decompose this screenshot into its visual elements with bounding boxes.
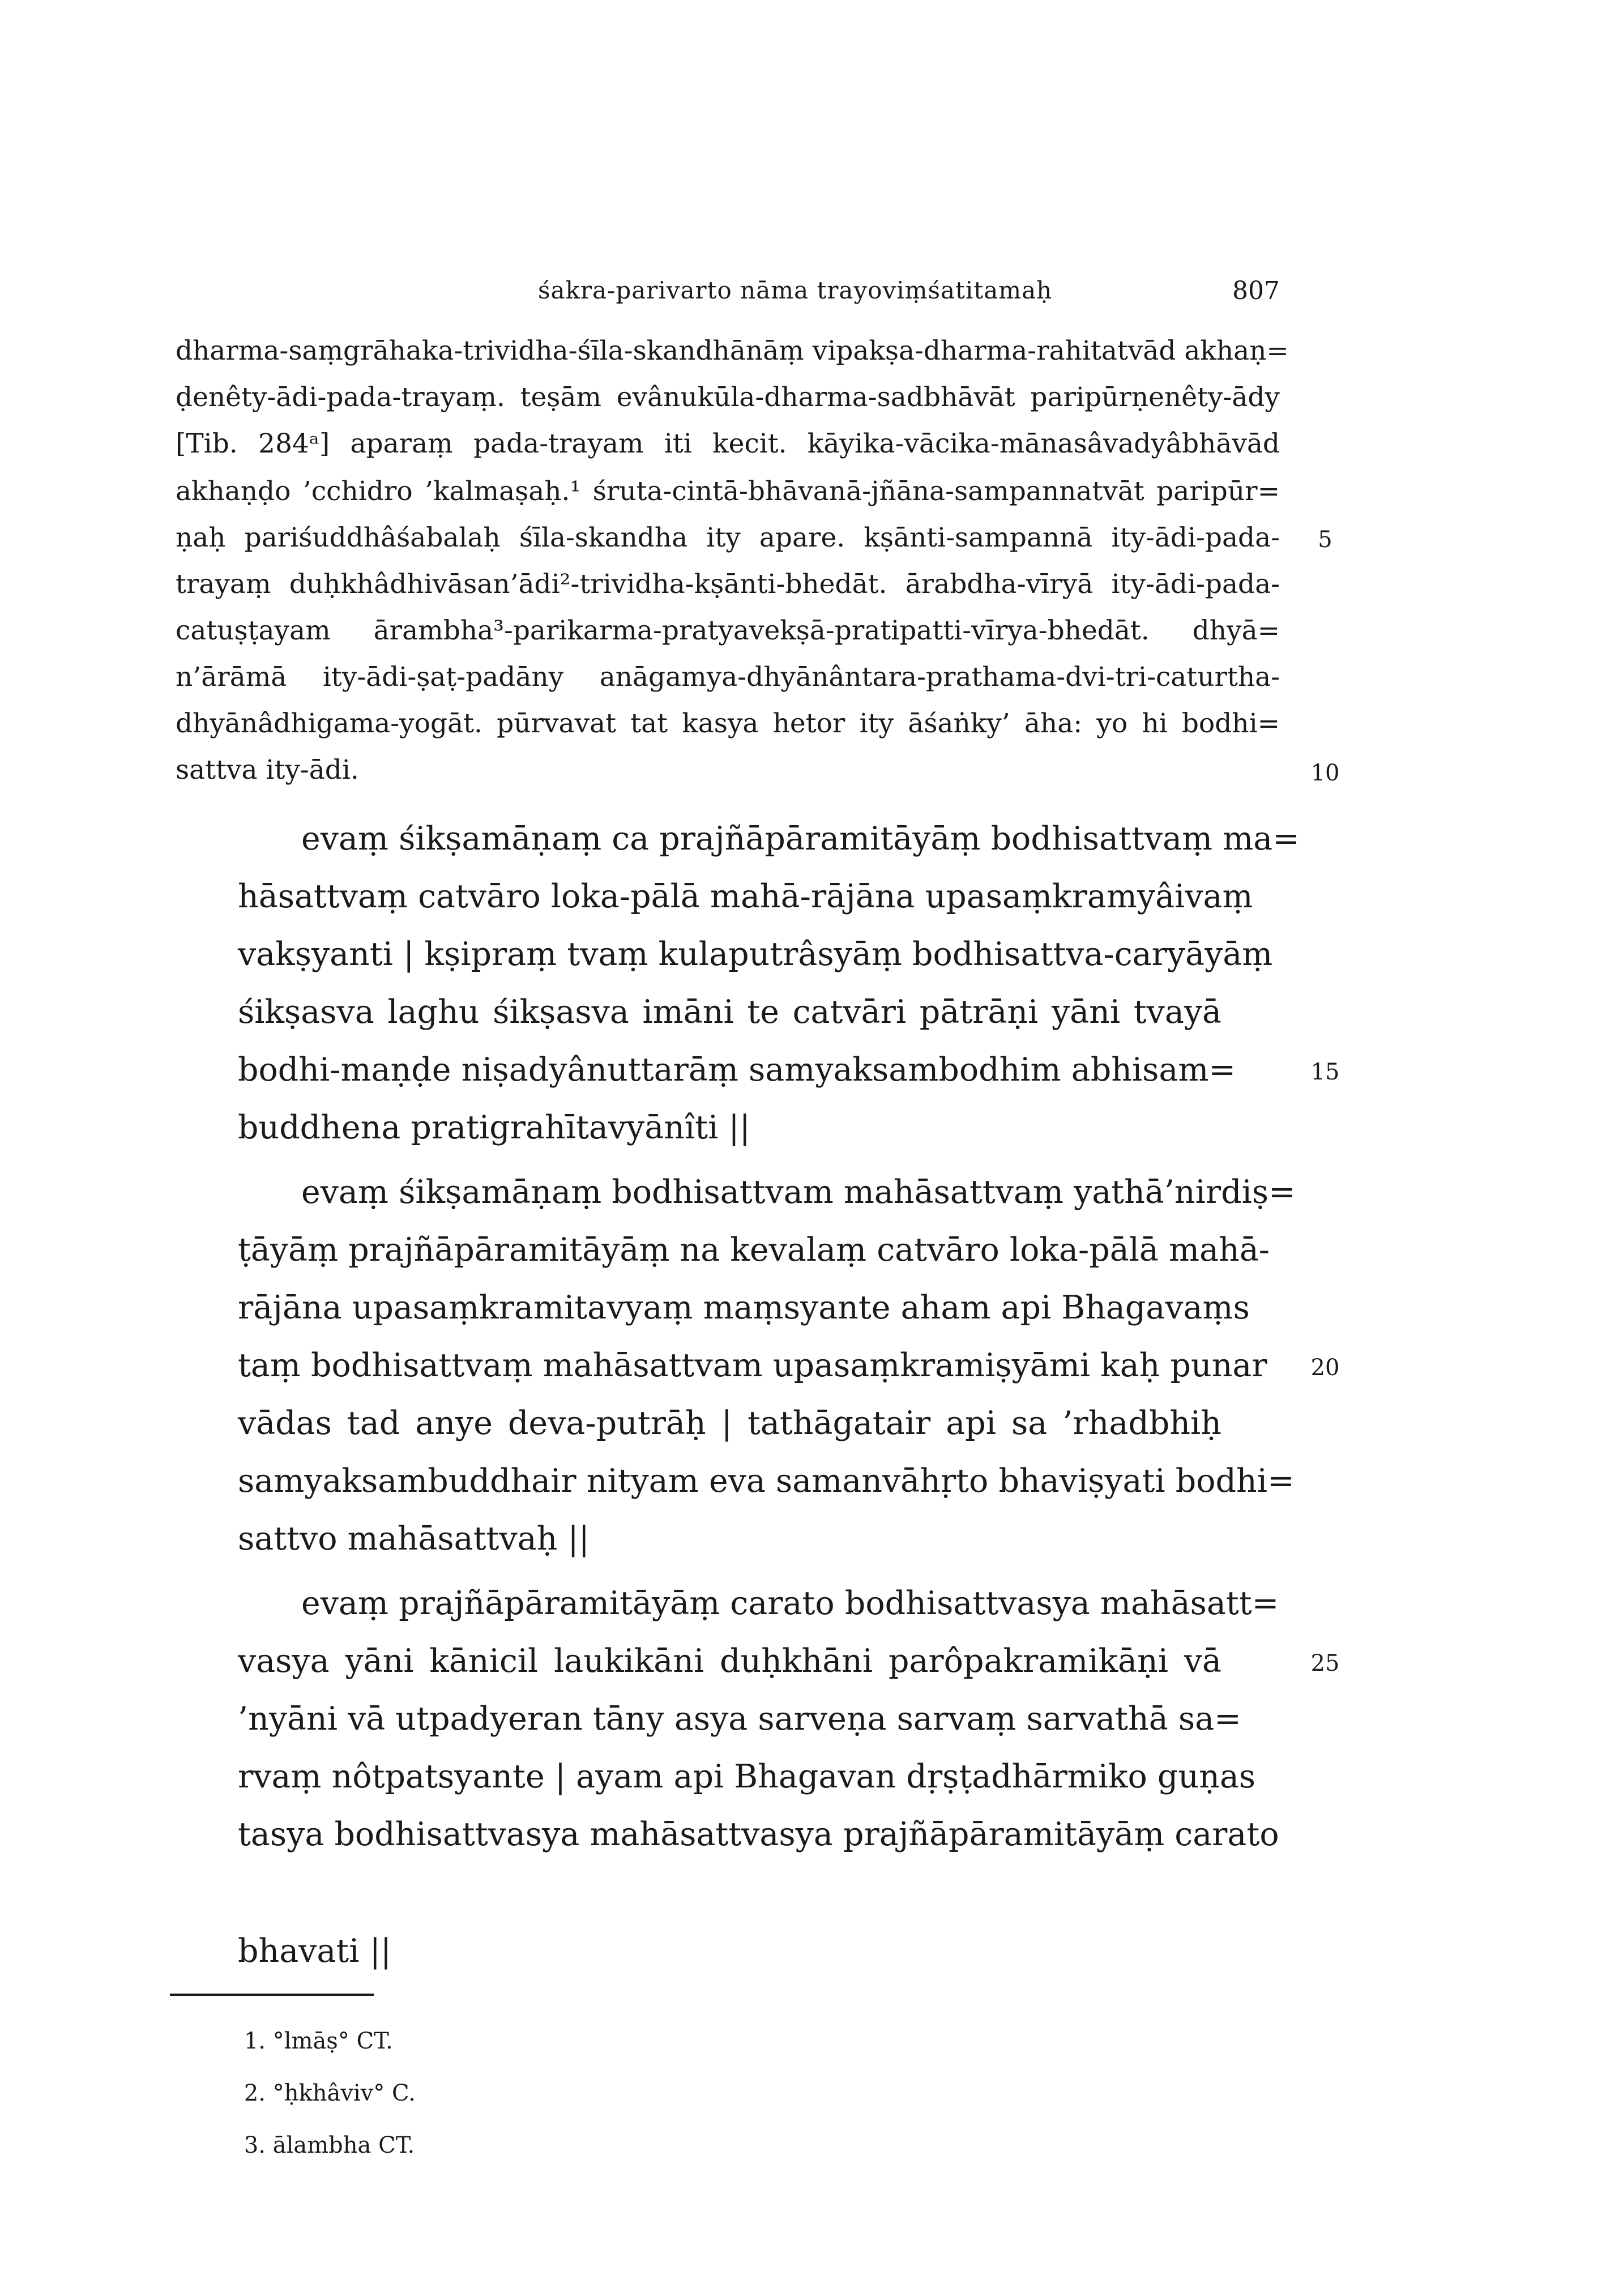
footnotes	[215, 2002, 416, 2184]
main-text-line: bhavati ||	[238, 1932, 392, 1970]
main-text-line: vakṣyanti | kṣipraṃ tvaṃ kulaputrâsyāṃ bodhisattva-caryāyāṃ	[238, 936, 1273, 973]
main-text-line: rājāna upasaṃkramitavyaṃ maṃsyante aham api Bhagavaṃs	[238, 1289, 1250, 1326]
main-text-line: sattvo mahāsattvaḥ ||	[238, 1520, 590, 1557]
line-number: 5	[1318, 527, 1332, 553]
commentary-line: dharma-saṃgrāhaka-trividha-śīla-skandhānāṃ vipakṣa-dharma-rahitatvād akhaṇ=	[176, 335, 1289, 366]
main-text-line: tasya bodhisattvasya mahāsattvasya prajñāpāramitāyāṃ carato	[238, 1816, 1279, 1853]
commentary-line: [Tib. 284ᵃ] aparaṃ pada-trayam iti kecit. kāyika-vācika-mānasâvadyâbhāvād	[176, 428, 1280, 459]
main-text-line: rvaṃ nôtpatsyante | ayam api Bhagavan dṛṣṭadhārmiko guṇas	[238, 1758, 1256, 1795]
line-number: 20	[1310, 1355, 1340, 1381]
line-number: 15	[1310, 1059, 1340, 1085]
footnote-2: 2. °ḥkhâviv° C.	[244, 2080, 416, 2106]
commentary-line: trayaṃ duḥkhâdhivāsan’ādi²-trividha-kṣānti-bhedāt. ārabdha-vīryā ity-ādi-pada-	[176, 569, 1280, 600]
footnote-1: 1. °lmāṣ° CT.	[244, 2028, 393, 2054]
footnote-3: 3. ālambha CT.	[244, 2132, 415, 2158]
main-text-line: evaṃ śikṣamāṇaṃ ca prajñāpāramitāyāṃ bodhisattvaṃ ma=	[301, 820, 1300, 857]
main-text-line: evaṃ prajñāpāramitāyāṃ carato bodhisattvasya mahāsatt=	[301, 1585, 1279, 1622]
running-header	[170, 276, 1280, 316]
main-text-line: śikṣasva laghu śikṣasva imāni te catvāri pātrāṇi yāni tvayā	[238, 993, 1221, 1031]
main-text-line: hāsattvaṃ catvāro loka-pālā mahā-rājāna upasaṃkramyâivaṃ	[238, 878, 1253, 915]
chapter-title: śakra-parivarto nāma trayoviṃśatitamaḥ	[538, 276, 1053, 304]
main-text-line: vādas tad anye deva-putrāḥ | tathāgatair api sa ’rhadbhiḥ	[238, 1405, 1221, 1442]
main-text-line: evaṃ śikṣamāṇaṃ bodhisattvam mahāsattvaṃ yathā’nirdiṣ=	[301, 1173, 1296, 1211]
main-text-line: buddhena pratigrahītavyānîti ||	[238, 1109, 750, 1146]
commentary-line: dhyānâdhigama-yogāt. pūrvavat tat kasya hetor ity āśaṅky’ āha: yo hi bodhi=	[176, 708, 1280, 739]
main-text-line: taṃ bodhisattvaṃ mahāsattvam upasaṃkramiṣyāmi kaḥ punar	[238, 1347, 1267, 1384]
commentary-line: akhaṇḍo ’cchidro ’kalmaṣaḥ.¹ śruta-cintā-bhāvanā-jñāna-sampannatvāt paripūr=	[176, 476, 1280, 507]
line-number: 10	[1310, 760, 1340, 786]
page-number: 807	[1232, 276, 1280, 305]
commentary-line: catuṣṭayam ārambha³-parikarma-pratyavekṣā-pratipatti-vīrya-bhedāt. dhyā=	[176, 615, 1280, 646]
footnote-rule	[170, 1994, 374, 1996]
main-text-line: bodhi-maṇḍe niṣadyânuttarāṃ samyaksambodhim abhisam=	[238, 1051, 1236, 1089]
line-number: 25	[1310, 1650, 1340, 1676]
commentary-line: ṇaḥ pariśuddhâśabalaḥ śīla-skandha ity apare. kṣānti-sampannā ity-ādi-pada-	[176, 522, 1280, 553]
commentary-line: ḍenêty-ādi-pada-trayaṃ. teṣām evânukūla-dharma-sadbhāvāt paripūrṇenêty-ādy	[176, 382, 1280, 413]
main-text-line: ’nyāni vā utpadyeran tāny asya sarveṇa sarvaṃ sarvathā sa=	[238, 1700, 1241, 1738]
main-text-line: ṭāyāṃ prajñāpāramitāyāṃ na kevalaṃ catvāro loka-pālā mahā-	[238, 1231, 1270, 1269]
main-text-line: samyaksambuddhair nityam eva samanvāhṛto bhaviṣyati bodhi=	[238, 1462, 1295, 1500]
main-text-line: vasya yāni kānicil laukikāni duḥkhāni parôpakramikāṇi vā	[238, 1642, 1221, 1680]
commentary-line: sattva ity-ādi.	[176, 754, 359, 786]
commentary-line: n’ārāmā ity-ādi-ṣaṭ-padāny anāgamya-dhyānântara-prathama-dvi-tri-caturtha-	[176, 662, 1280, 693]
